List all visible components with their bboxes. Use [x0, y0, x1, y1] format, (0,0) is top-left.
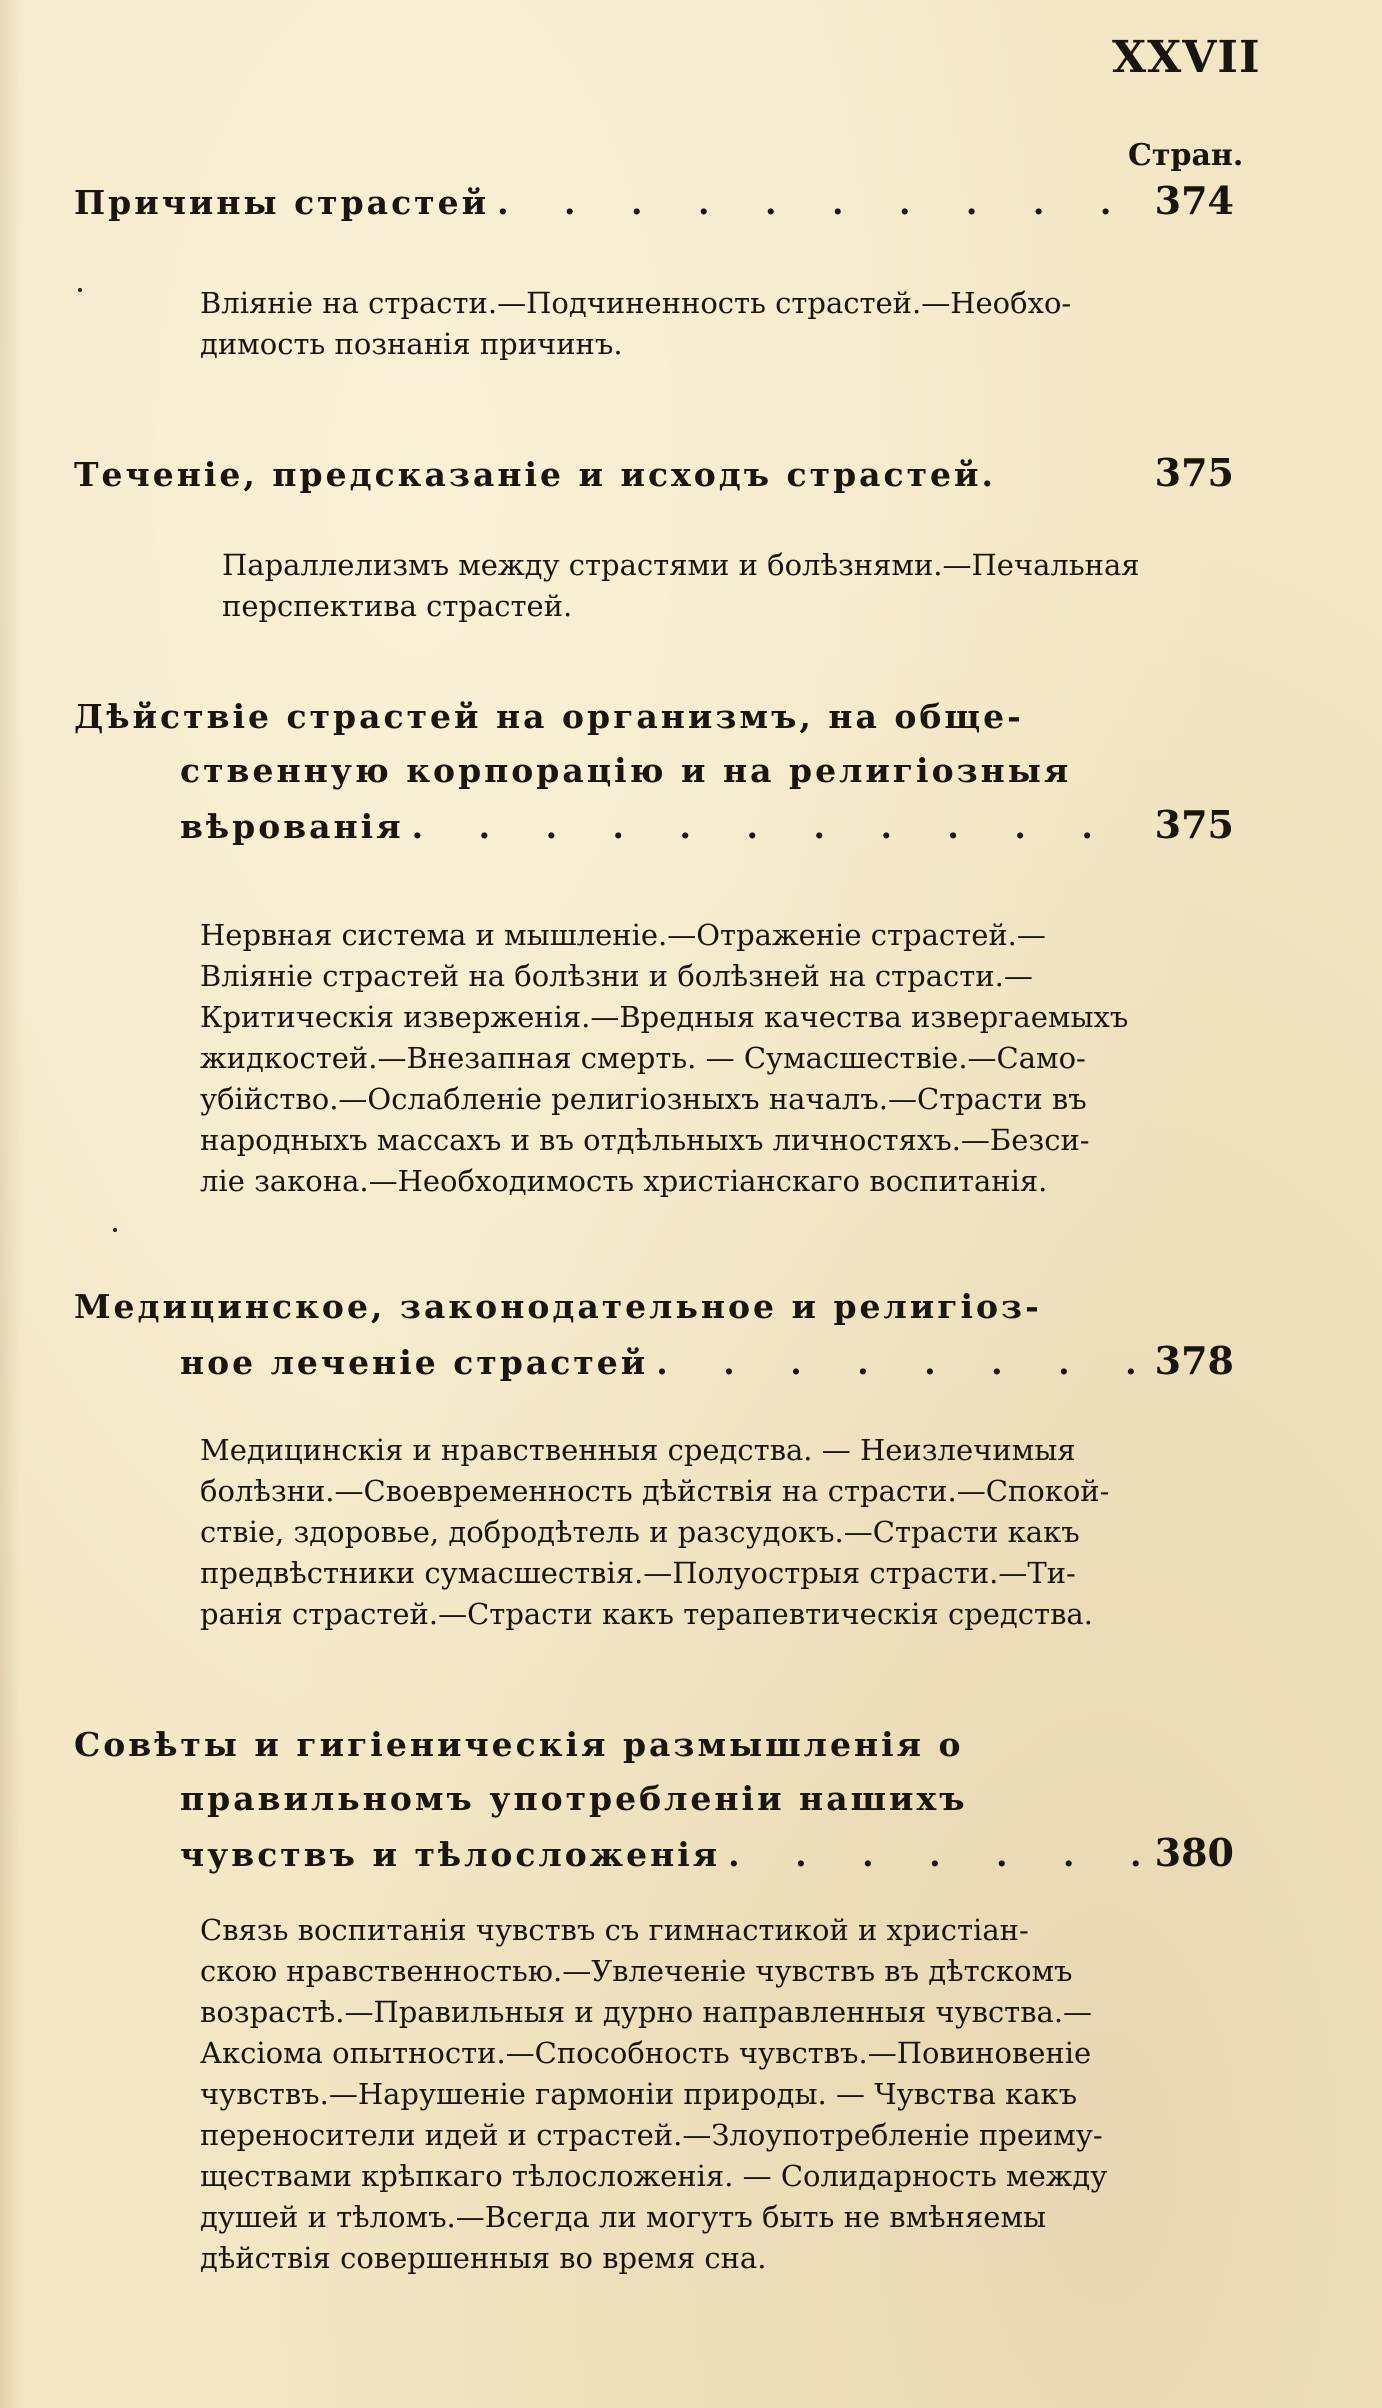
toc-entry-title-text: ное леченіе страстей: [180, 1343, 649, 1382]
summary-line: убійство.—Ослабленіе религіозныхъ началъ.—Страсти въ: [200, 1082, 1087, 1116]
summary-line: ранія страстей.—Страсти какъ терапевтическія средства.: [200, 1597, 1093, 1631]
toc-entry-title-text: Совѣты и гигіеническія размышленія о: [74, 1725, 964, 1764]
summary-line: переносители идей и страстей.—Злоупотребленіе преиму-: [200, 2118, 1103, 2152]
summary-line: чувствъ.—Нарушеніе гармоніи природы. — Чувства какъ: [200, 2077, 1078, 2111]
summary-line: димость познанія причинъ.: [200, 327, 623, 361]
summary-line: Параллелизмъ между страстями и болѣзнями.—Печальная: [222, 548, 1140, 582]
toc-entry-page: 378: [1154, 1338, 1234, 1383]
toc-entry-page: 380: [1154, 1830, 1234, 1875]
summary-line: предвѣстники сумасшествія.—Полуострыя страсти.—Ти-: [200, 1556, 1076, 1590]
dot-leader: [728, 1828, 1147, 1882]
toc-entry-summary: [200, 283, 1130, 365]
summary-line: Медицинскія и нравственныя средства. — Неизлечимыя: [200, 1433, 1076, 1467]
toc-entry-title[interactable]: [74, 1280, 1234, 1390]
toc-entry-title-text: правильномъ употребленіи нашихъ: [180, 1779, 968, 1818]
dot-leader: [656, 1336, 1146, 1390]
toc-entry-page: 375: [1154, 450, 1234, 495]
ink-speck: [78, 288, 82, 292]
summary-line: ствіе, здоровье, добродѣтель и разсудокъ.—Страсти какъ: [200, 1515, 1080, 1549]
toc-entry-title-text: Медицинское, законодательное и религіоз-: [74, 1287, 1042, 1326]
toc-entry-title-text: Причины страстей: [74, 183, 490, 222]
toc-entry-summary: [200, 1910, 1130, 2279]
dot-leader: [412, 800, 1147, 854]
summary-line: Вліяніе страстей на болѣзни и болѣзней на страсти.—: [200, 959, 1033, 993]
toc-entry-page: 375: [1154, 802, 1234, 847]
summary-line: душей и тѣломъ.—Всегда ли могутъ быть не вмѣняемы: [200, 2200, 1047, 2234]
page-number: XXVII: [1112, 32, 1261, 83]
toc-entry-summary: [200, 915, 1130, 1202]
dot-leader: [497, 176, 1147, 230]
toc-entry-title[interactable]: [74, 690, 1234, 854]
summary-line: Нервная система и мышленіе.—Отраженіе страстей.—: [200, 918, 1046, 952]
summary-line: возрастѣ.—Правильныя и дурно направленныя чувства.—: [200, 1995, 1093, 2029]
toc-entry-title-text: чувствъ и тѣлосложенія: [180, 1835, 721, 1874]
toc-entry-title-text: Дѣйствіе страстей на организмъ, на обще-: [74, 697, 1024, 736]
summary-line: скою нравственностью.—Увлеченіе чувствъ въ дѣтскомъ: [200, 1954, 1073, 1988]
ink-speck: [113, 1228, 117, 1232]
toc-entry-title[interactable]: [74, 1718, 1234, 1882]
summary-line: народныхъ массахъ и въ отдѣльныхъ личностяхъ.—Безси-: [200, 1123, 1090, 1157]
toc-entry-title-text: вѣрованія: [180, 807, 404, 846]
toc-entry-title[interactable]: [74, 174, 1234, 230]
summary-line: дѣйствія совершенныя во время сна.: [200, 2241, 767, 2275]
page-column-header: Стран.: [1128, 138, 1244, 173]
toc-entry-title-text: ственную корпорацію и на религіозныя: [180, 751, 1072, 790]
toc-entry-summary: [222, 545, 1152, 627]
summary-line: Критическія изверженія.—Вредныя качества извергаемыхъ: [200, 1000, 1129, 1034]
summary-line: жидкостей.—Внезапная смерть. — Сумасшествіе.—Само-: [200, 1041, 1086, 1075]
summary-line: Вліяніе на страсти.—Подчиненность страстей.—Необхо-: [200, 286, 1072, 320]
summary-line: болѣзни.—Своевременность дѣйствія на страсти.—Спокой-: [200, 1474, 1110, 1508]
toc-entry-title-text: Теченіе, предсказаніе и исходъ страстей.: [74, 455, 997, 494]
summary-line: перспектива страстей.: [222, 589, 573, 623]
summary-line: Связь воспитанія чувствъ съ гимнастикой и христіан-: [200, 1913, 1029, 1947]
summary-line: ществами крѣпкаго тѣлосложенія. — Солидарность между: [200, 2159, 1108, 2193]
toc-entry-summary: [200, 1430, 1130, 1635]
summary-line: ліе закона.—Необходимость христіанскаго воспитанія.: [200, 1164, 1048, 1198]
toc-entry-page: 374: [1154, 178, 1234, 223]
summary-line: Аксіома опытности.—Способность чувствъ.—Повиновеніе: [200, 2036, 1092, 2070]
toc-entry-title[interactable]: [74, 446, 1234, 502]
